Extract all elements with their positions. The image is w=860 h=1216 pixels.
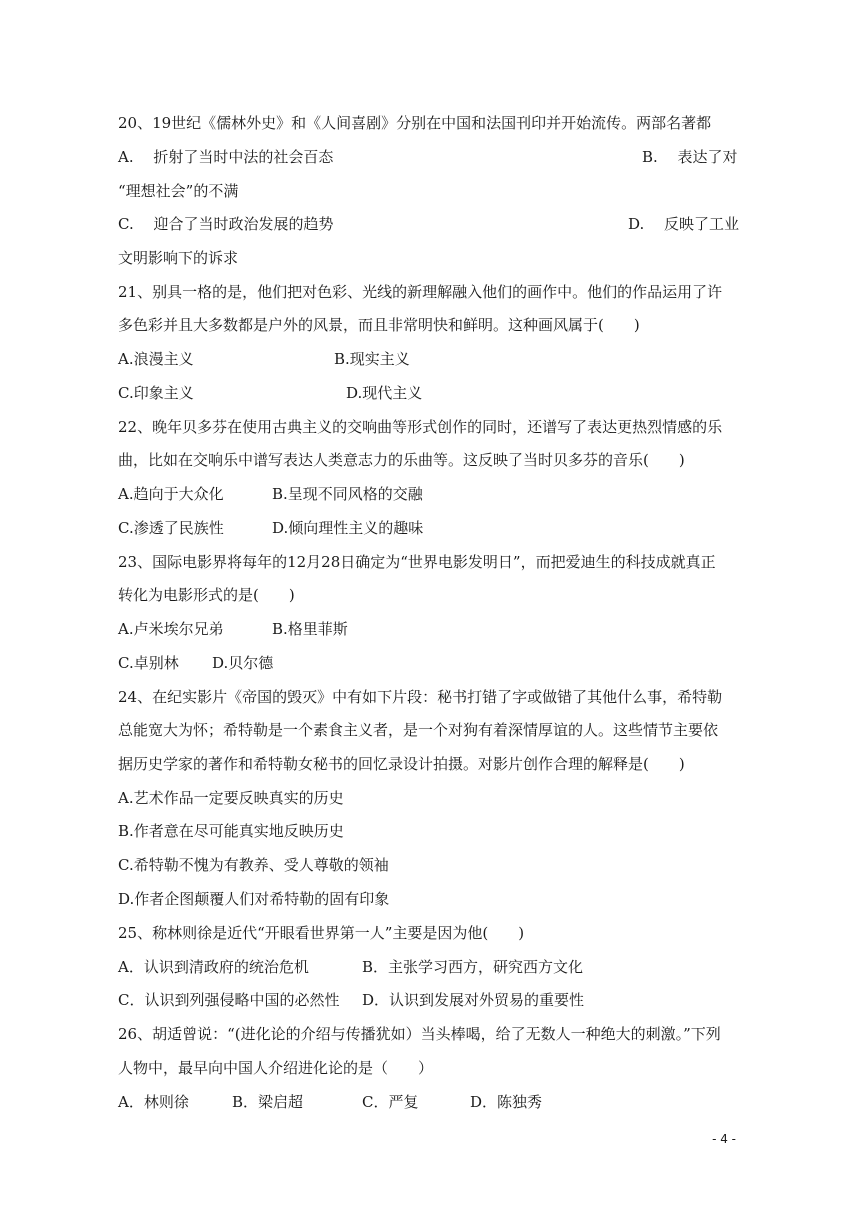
q23-option-c: C.卓别林 (118, 654, 179, 672)
q25-stem: 25、称林则徐是近代“开眼看世界第一人”主要是因为他( ) (118, 924, 525, 942)
q26-stem-line-1: 26、胡适曾说：“(进化论的介绍与传播犹如）当头棒喝，给了无数人一种绝大的刺激。”下列 (118, 1025, 721, 1043)
q24-stem-line-1: 24、在纪实影片《帝国的毁灭》中有如下片段：秘书打错了字或做错了其他什么事，希特勒 (118, 688, 723, 706)
q26-option-a: A．林则徐 (118, 1093, 189, 1111)
q22-option-c: C.渗透了民族性 (118, 519, 224, 537)
q21-option-d: D.现代主义 (346, 384, 423, 402)
q23-stem-line-1: 23、国际电影界将每年的12月28日确定为“世界电影发明日”，而把爱迪生的科技成就真正 (118, 553, 716, 571)
q21-option-c: C.印象主义 (118, 384, 194, 402)
q22-option-d: D.倾向理性主义的趣味 (272, 519, 424, 537)
q20-option-a: A. 折射了当时中法的社会百态 (118, 148, 334, 166)
q26-option-b: B．梁启超 (232, 1093, 304, 1111)
q24-option-a: A.艺术作品一定要反映真实的历史 (118, 789, 344, 807)
q20-option-b: B. 表达了对 (642, 148, 738, 166)
q23-option-d: D.贝尔德 (212, 654, 274, 672)
q20-option-d: D. 反映了工业 (628, 215, 740, 233)
q24-stem-line-3: 据历史学家的著作和希特勒女秘书的回忆录设计拍摄。对影片创作合理的解释是( ) (118, 755, 685, 773)
q20-option-b-cont: “理想社会”的不满 (118, 182, 239, 200)
q25-option-a: A．认识到清政府的统治危机 (118, 958, 309, 976)
page-number: - 4 - (712, 1132, 736, 1146)
q21-option-a: A.浪漫主义 (118, 350, 194, 368)
q20-option-c: C. 迎合了当时政治发展的趋势 (118, 215, 334, 233)
q22-option-b: B.呈现不同风格的交融 (272, 485, 423, 503)
q24-option-c: C.希特勒不愧为有教养、受人尊敬的领袖 (118, 856, 389, 874)
q22-option-a: A.趋向于大众化 (118, 485, 224, 503)
q21-stem-line-2: 多色彩并且大多数都是户外的风景，而且非常明快和鲜明。这种画风属于( ) (118, 316, 640, 334)
q24-option-d: D.作者企图颠覆人们对希特勒的固有印象 (118, 890, 390, 908)
q20-option-d-cont: 文明影响下的诉求 (118, 249, 239, 267)
q26-option-d: D．陈独秀 (470, 1093, 543, 1111)
q23-stem-line-2: 转化为电影形式的是( ) (118, 586, 295, 604)
q23-option-b: B.格里菲斯 (272, 620, 348, 638)
q25-option-b: B．主张学习西方，研究西方文化 (362, 958, 584, 976)
q22-stem-line-1: 22、晚年贝多芬在使用古典主义的交响曲等形式创作的同时，还谱写了表达更热烈情感的乐 (118, 418, 723, 436)
q26-stem-line-2: 人物中，最早向中国人介绍进化论的是（ ） (118, 1059, 434, 1077)
q22-stem-line-2: 曲，比如在交响乐中谱写表达人类意志力的乐曲等。这反映了当时贝多芬的音乐( ) (118, 451, 685, 469)
q21-option-b: B.现实主义 (334, 350, 410, 368)
q25-option-d: D．认识到发展对外贸易的重要性 (362, 991, 585, 1009)
q26-option-c: C．严复 (362, 1093, 419, 1111)
q23-option-a: A.卢米埃尔兄弟 (118, 620, 224, 638)
q25-option-c: C．认识到列强侵略中国的必然性 (118, 991, 340, 1009)
q24-stem-line-2: 总能宽大为怀；希特勒是一个素食主义者，是一个对狗有着深情厚谊的人。这些情节主要依 (118, 721, 719, 739)
q24-option-b: B.作者意在尽可能真实地反映历史 (118, 822, 344, 840)
q21-stem-line-1: 21、别具一格的是，他们把对色彩、光线的新理解融入他们的画作中。他们的作品运用了许 (118, 283, 723, 301)
q20-stem: 20、19世纪《儒林外史》和《人间喜剧》分别在中国和法国刊印并开始流传。两部名著都 (118, 114, 712, 132)
